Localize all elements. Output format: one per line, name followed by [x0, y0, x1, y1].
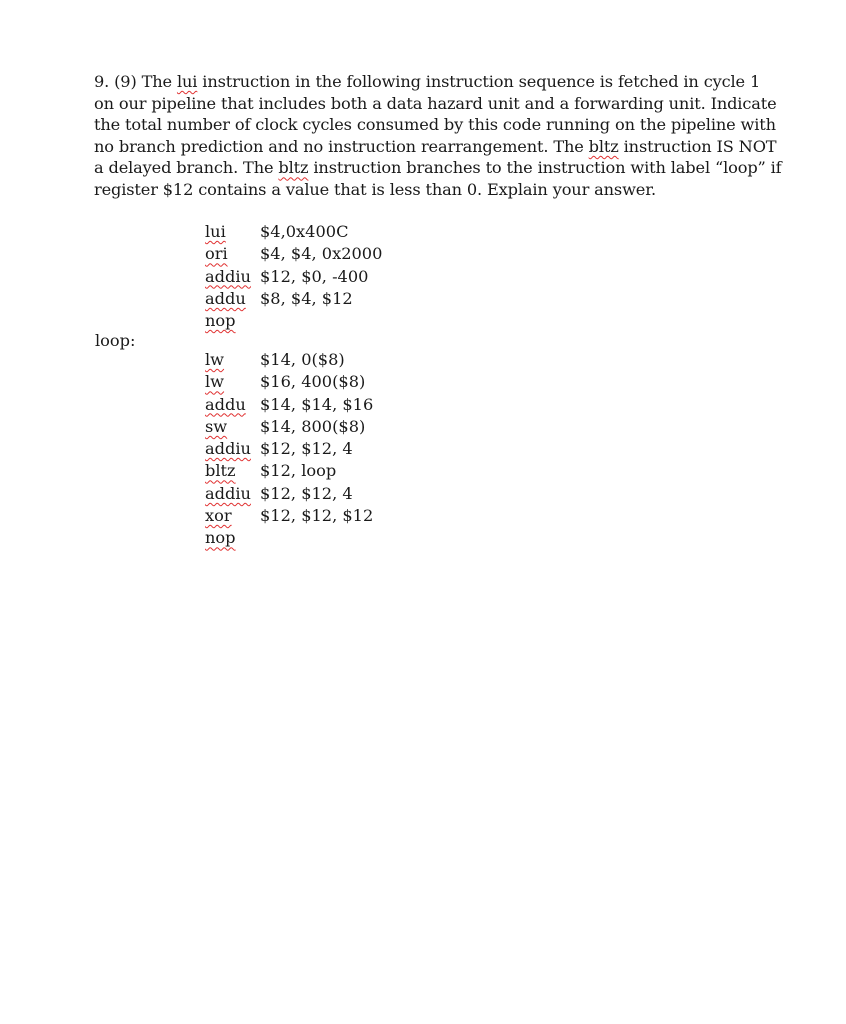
opcode: addiu [205, 439, 251, 459]
misspelled-word: bltz [588, 136, 619, 156]
code-line [205, 527, 373, 549]
opcode: lw [205, 350, 225, 369]
operands: $8, $4, $12 [260, 288, 353, 308]
question-line-1: 9. (9) The lui instruction in the following instruction sequence is fetched in cycle 1 [94, 72, 761, 91]
code-line [205, 221, 382, 243]
opcode: bltz [205, 461, 236, 481]
code-line [205, 394, 373, 416]
code-line [205, 505, 373, 527]
question-line-6: register $12 contains a value that is less than 0. Explain your answer. [94, 179, 657, 199]
question-line-4: no branch prediction and no instruction rearrangement. The bltz instruction IS NOT [94, 136, 777, 156]
code-line [205, 310, 382, 332]
code-line [205, 438, 373, 460]
question-line-3: the total number of clock cycles consumed by this code running on the pipeline with [94, 115, 776, 135]
opcode: lw [205, 372, 225, 392]
question-line-5: a delayed branch. The bltz instruction branches to the instruction with label “loop” if [94, 158, 782, 178]
opcode: nop [205, 528, 236, 548]
code-block-setup [205, 221, 382, 332]
opcode: addu [205, 394, 246, 414]
opcode: addiu [205, 266, 251, 286]
code-line [205, 371, 373, 393]
code-line [205, 288, 382, 310]
opcode: ori [205, 244, 228, 264]
code-block-loop [205, 349, 373, 550]
operands: $12, $12, 4 [260, 483, 353, 503]
opcode: lui [205, 222, 226, 241]
operands: $12, $0, -400 [260, 266, 369, 286]
operands: $12, loop [260, 461, 337, 481]
operands: $4, $4, 0x2000 [260, 244, 383, 264]
misspelled-word: lui [176, 72, 198, 91]
opcode: sw [205, 416, 228, 436]
operands: $4,0x400C [260, 222, 349, 241]
question-text [94, 71, 782, 201]
opcode: addu [205, 288, 246, 308]
code-line [205, 266, 382, 288]
misspelled-word: bltz [278, 158, 309, 178]
operands: $14, $14, $16 [260, 394, 374, 414]
code-line [205, 416, 373, 438]
operands: $12, $12, 4 [260, 439, 353, 459]
code-line [205, 243, 382, 265]
opcode: addiu [205, 483, 251, 503]
operands: $14, 0($8) [260, 350, 345, 369]
code-line [205, 349, 373, 371]
opcode: xor [205, 506, 232, 526]
opcode: nop [205, 311, 236, 331]
operands: $12, $12, $12 [260, 506, 374, 526]
operands: $14, 800($8) [260, 416, 366, 436]
code-line [205, 460, 373, 482]
code-line [205, 483, 373, 505]
operands: $16, 400($8) [260, 372, 366, 392]
loop-label: loop: [95, 331, 136, 350]
question-line-2: on our pipeline that includes both a data hazard unit and a forwarding unit. Indicate [94, 93, 777, 113]
